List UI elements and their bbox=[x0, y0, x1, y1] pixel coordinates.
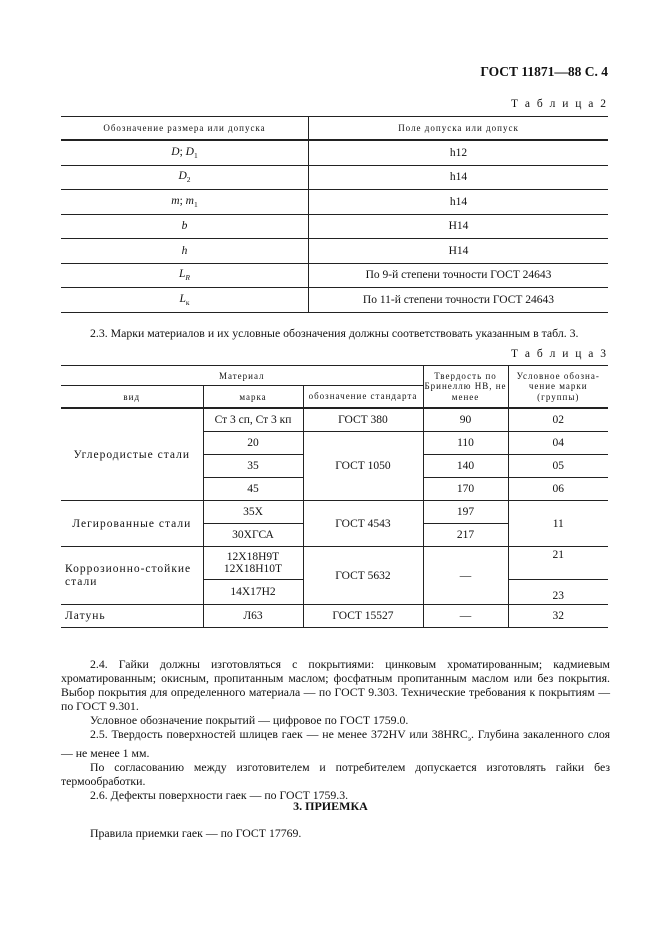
table2-label: Т а б л и ц а 2 bbox=[510, 98, 608, 110]
grade-line: 12Х18Н10Т bbox=[223, 563, 283, 575]
text-part: 2.5. Твердость поверхностей шлицев гаек — не менее 372HV или 38HRC bbox=[90, 727, 468, 741]
grade: Ст 3 сп, Ст 3 кп bbox=[203, 408, 303, 432]
symbol: D bbox=[185, 145, 194, 158]
table3-label: Т а б л и ц а 3 bbox=[510, 348, 608, 360]
table2-header-tolerance: Поле допуска или допуск bbox=[309, 117, 609, 141]
kind-carbon: Углеродистые стали bbox=[61, 408, 203, 501]
paragraph-text: По согласованию между изготовителем и потребителем допускается изготовлять гайки без термообработки. bbox=[61, 760, 610, 788]
text-part: . Глубина закаленного слоя — не менее 1 мм. bbox=[61, 727, 611, 760]
code: 23 bbox=[508, 580, 608, 605]
table-row bbox=[61, 263, 608, 288]
paragraph-text: 2.3. Марки материалов и их условные обозначения должны соответствовать указанным в табл. 3. bbox=[90, 326, 579, 340]
grade-line: 12Х18Н9Т bbox=[226, 551, 280, 563]
text-sub: э bbox=[467, 734, 471, 743]
standard: ГОСТ 4543 bbox=[303, 501, 423, 547]
kind-alloy: Легированные стали bbox=[61, 501, 203, 547]
symbol: m bbox=[171, 194, 180, 207]
grade: Л63 bbox=[203, 605, 303, 628]
symbol-sub: 1 bbox=[193, 150, 198, 160]
page-header: ГОСТ 11871—88 С. 4 bbox=[480, 64, 608, 79]
header-hardness: Твердость по Бринеллю НВ, не менее bbox=[423, 366, 508, 409]
symbol: D bbox=[171, 145, 180, 158]
hardness: 140 bbox=[423, 455, 508, 478]
header-code: Условное обозна- чение марки (группы) bbox=[508, 366, 608, 409]
tolerance-value: По 11-й степени точности ГОСТ 24643 bbox=[309, 288, 609, 313]
table-row: m; $m_1$ h14 bbox=[61, 190, 608, 215]
header-kind: вид bbox=[61, 386, 203, 409]
symbol: b bbox=[61, 214, 309, 239]
grade: 30ХГСА bbox=[203, 524, 303, 547]
standard: ГОСТ 15527 bbox=[303, 605, 423, 628]
tolerance-value: h14 bbox=[309, 165, 609, 190]
symbol: D bbox=[178, 170, 187, 183]
tolerance-value: h14 bbox=[309, 190, 609, 215]
code: 04 bbox=[508, 432, 608, 455]
code: 06 bbox=[508, 478, 608, 501]
code: 32 bbox=[508, 605, 608, 628]
table2-header-designation: Обозначение размера или допуска bbox=[61, 117, 309, 141]
paragraphs-2-4-2-6 bbox=[61, 657, 610, 802]
table-row bbox=[61, 288, 608, 313]
header-material: Материал bbox=[61, 366, 423, 386]
grade: 45 bbox=[203, 478, 303, 501]
hardness: — bbox=[423, 605, 508, 628]
standard: ГОСТ 1050 bbox=[303, 432, 423, 501]
kind-stainless: Коррозионно-стойкие стали bbox=[61, 547, 203, 605]
symbol: m bbox=[185, 194, 194, 207]
symbol: L bbox=[179, 268, 186, 281]
symbol-sub: 1 bbox=[193, 199, 198, 209]
hardness: 110 bbox=[423, 432, 508, 455]
header-grade: марка bbox=[203, 386, 303, 409]
paragraph-text: 2.4. Гайки должны изготовляться с покрытиями: цинковым хроматированным; кадмиевым хроматированным; окисным, пропитанным маслом; фосфатным пропитанным маслом или без покрытия. Выбор покрытия для определенного материала — по ГОСТ 9.303. Технические требования к покрытиям — по ГОСТ 9.301. bbox=[61, 657, 610, 713]
code: 02 bbox=[508, 408, 608, 432]
grade: 35Х bbox=[203, 501, 303, 524]
materials-table bbox=[61, 365, 608, 628]
table-row: D; $D_1$ h12 bbox=[61, 140, 608, 165]
tolerance-value: h12 bbox=[309, 140, 609, 165]
hardness: 197 bbox=[423, 501, 508, 524]
acceptance-rules: Правила приемки гаек — по ГОСТ 17769. bbox=[90, 826, 302, 840]
paragraph-2-3 bbox=[61, 326, 610, 340]
symbol-sub: R bbox=[185, 273, 190, 283]
grade: 14Х17Н2 bbox=[203, 580, 303, 605]
table-row bbox=[61, 501, 608, 524]
paragraph-text: Условное обозначение покрытий — цифровое по ГОСТ 1759.0. bbox=[90, 713, 409, 727]
standard: ГОСТ 5632 bbox=[303, 547, 423, 605]
tolerance-value: H14 bbox=[309, 239, 609, 264]
symbol-sub: 2 bbox=[186, 175, 191, 185]
hardness: 217 bbox=[423, 524, 508, 547]
tolerance-value: По 9-й степени точности ГОСТ 24643 bbox=[309, 263, 609, 288]
hardness: 90 bbox=[423, 408, 508, 432]
code: 11 bbox=[508, 501, 608, 547]
symbol: L bbox=[179, 292, 186, 305]
standard: ГОСТ 380 bbox=[303, 408, 423, 432]
header-standard: обозначение стандарта bbox=[303, 386, 423, 409]
paragraph-text bbox=[61, 727, 610, 760]
code: 21 bbox=[508, 547, 608, 580]
table-row bbox=[61, 165, 608, 190]
grade: 20 bbox=[203, 432, 303, 455]
table-row bbox=[61, 408, 608, 432]
kind-brass: Латунь bbox=[61, 605, 203, 628]
paragraph-text: 2.6. Дефекты поверхности гаек — по ГОСТ 1759.3. bbox=[90, 788, 349, 802]
hardness: — bbox=[423, 547, 508, 605]
section-heading: 3. ПРИЕМКА bbox=[293, 799, 368, 813]
symbol-sub: к bbox=[185, 297, 190, 307]
table-row bbox=[61, 214, 608, 239]
table-row bbox=[61, 547, 608, 580]
hardness: 170 bbox=[423, 478, 508, 501]
grade bbox=[203, 547, 303, 580]
tolerance-table bbox=[61, 116, 608, 313]
tolerance-value: H14 bbox=[309, 214, 609, 239]
table-row bbox=[61, 605, 608, 628]
grade: 35 bbox=[203, 455, 303, 478]
table-row bbox=[61, 239, 608, 264]
code: 05 bbox=[508, 455, 608, 478]
symbol: h bbox=[61, 239, 309, 264]
